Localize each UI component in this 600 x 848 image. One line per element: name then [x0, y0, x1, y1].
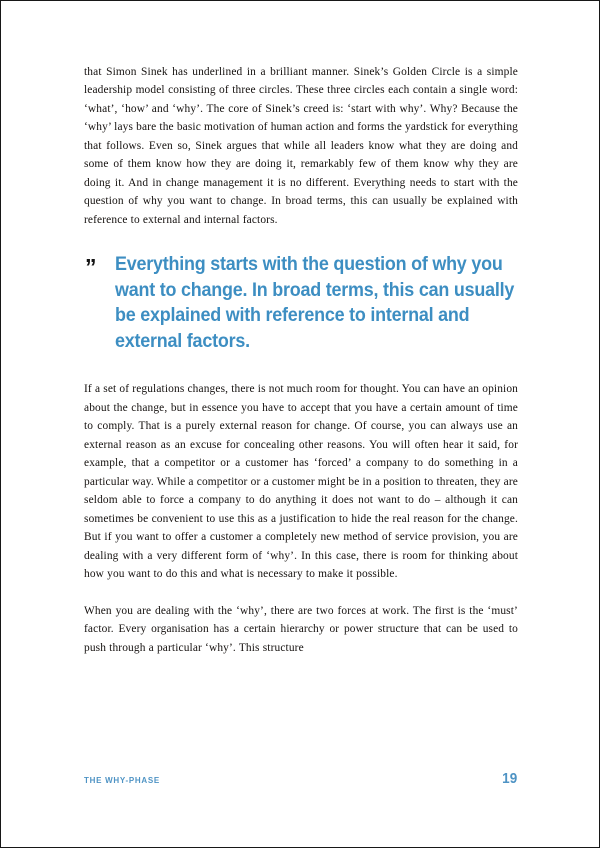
page-content: [84, 63, 518, 657]
pull-quote: [84, 252, 518, 354]
page-footer: [84, 771, 517, 787]
footer-page-number: 19: [501, 771, 517, 787]
pull-quote-text: Everything starts with the question of why you want to change. In broad terms, this can usually be explained with reference to internal and external factors.: [115, 253, 515, 352]
body-paragraph-3: When you are dealing with the ‘why’, there are two forces at work. The first is the ‘must’ factor. Every organisation has a certain hierarchy or power structure that can be used to push through a particular ‘why’. This structure: [84, 604, 518, 654]
quotation-mark-icon: ”: [85, 254, 97, 281]
body-paragraph-2: If a set of regulations changes, there is not much room for thought. You can have an opinion about the change, but in essence you have to accept that you have a certain amount of time to comply. That is a purely external reason for change. Of course, you can always use an external reason as an excuse for concealing other reasons. You will often hear it said, for example, that a competitor or a customer has ‘forced’ a company to do something in a particular way. While a competitor or a customer might be in a position to threaten, they are seldom able to force a company to do anything it does not want to do – although it can sometimes be convenient to use this as a justification to hide the real reason for the change. But if you want to offer a customer a completely new method of service provision, you are dealing with a very different form of ‘why’. In this case, there is room for thinking about how you want to do this and what is necessary to make it possible.: [84, 383, 518, 580]
body-paragraph-1: that Simon Sinek has underlined in a brilliant manner. Sinek’s Golden Circle is a simple leadership model consisting of three circles. These three circles each contain a single word: ‘what’, ‘how’ and ‘why’. The core of Sinek’s creed is: ‘start with why’. Why? Because the ‘why’ lays bare the basic motivation of human action and forms the yardstick for everything that follows. Even so, Sinek argues that while all leaders know what they are doing and some of them know how they are doing it, remarkably few of them know why they are doing it. And in change management it is no different. Everything needs to start with the question of why you want to change. In broad terms, this can usually be explained with reference to external and internal factors.: [84, 66, 518, 226]
footer-chapter-label: THE WHY-PHASE: [84, 775, 160, 785]
